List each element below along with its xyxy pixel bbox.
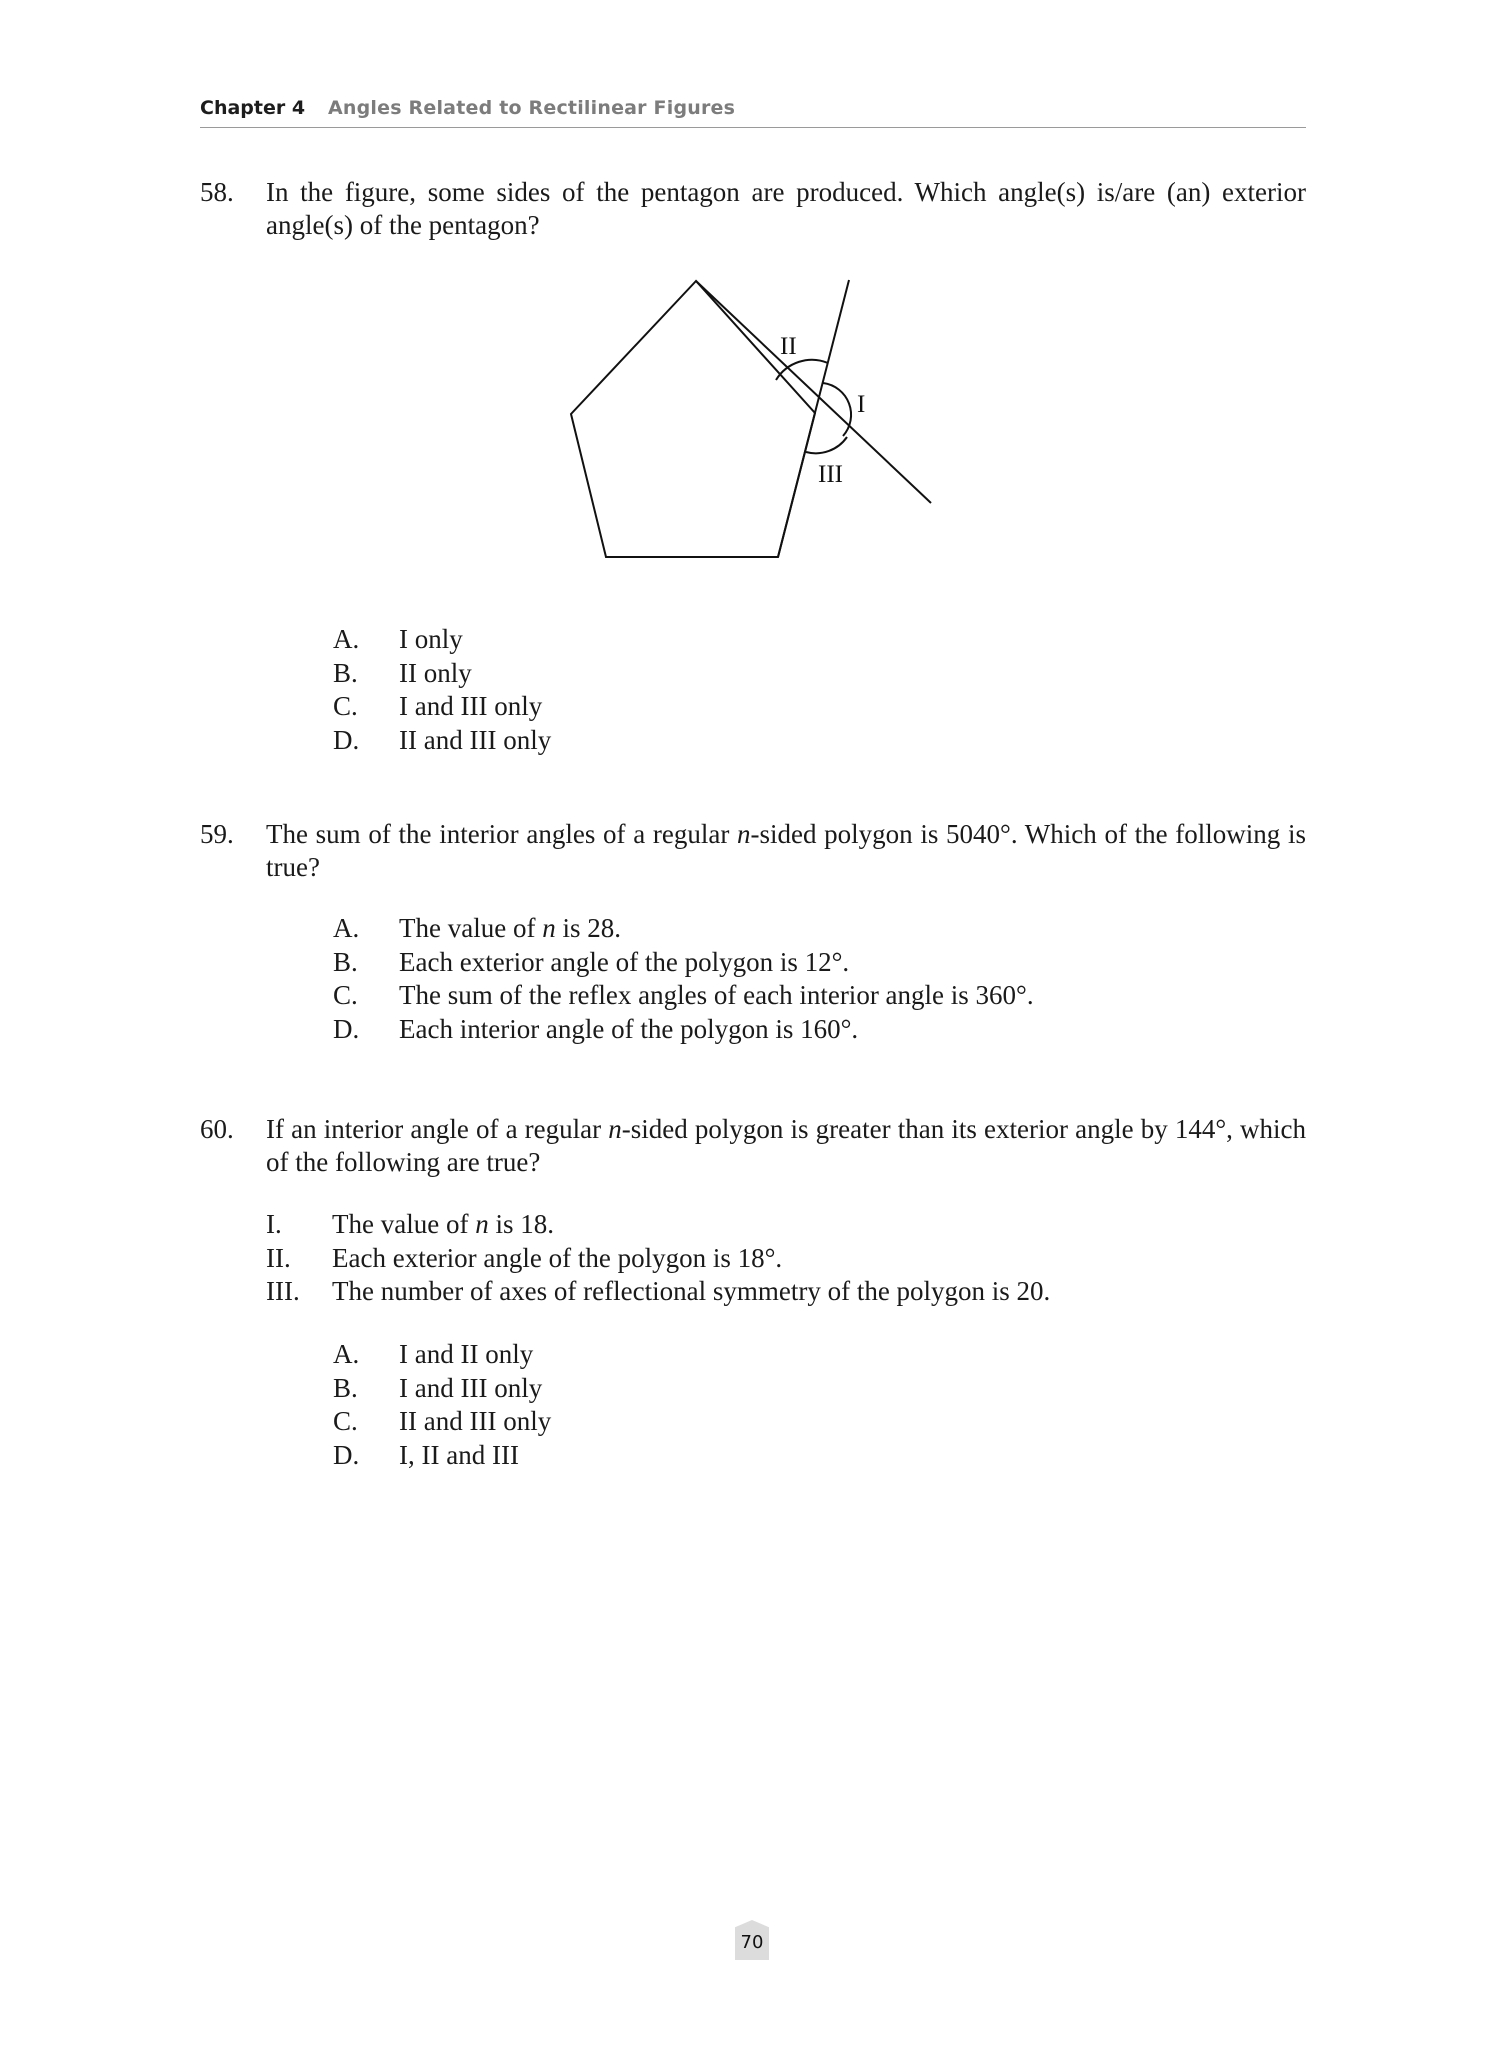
question-number: 59. bbox=[200, 819, 234, 849]
option-label: D. bbox=[333, 724, 360, 755]
pentagon-figure bbox=[560, 270, 960, 570]
text-part: The value of bbox=[399, 913, 543, 943]
statement-text: Each exterior angle of the polygon is 18°. bbox=[332, 1242, 783, 1273]
question-number: 58. bbox=[200, 177, 234, 207]
statement-text bbox=[332, 1208, 554, 1242]
angle-label-I: I bbox=[857, 391, 866, 418]
chapter-title: Angles Related to Rectilinear Figures bbox=[328, 97, 736, 119]
option-label: A. bbox=[333, 913, 360, 943]
variable-n: n bbox=[542, 913, 556, 943]
option-label: B. bbox=[333, 657, 358, 688]
variable-n: n bbox=[475, 1209, 489, 1239]
page-number: 70 bbox=[740, 1932, 764, 1953]
statement-text: The number of axes of reflectional symmetry of the polygon is 20. bbox=[332, 1276, 1051, 1306]
text-part: If an interior angle of a regular bbox=[266, 1114, 609, 1144]
statement-label: III. bbox=[266, 1276, 300, 1306]
text-part: The value of bbox=[332, 1209, 476, 1239]
produced-side-right bbox=[778, 280, 849, 557]
option-text: Each interior angle of the polygon is 160°. bbox=[399, 1013, 859, 1044]
text-part: The sum of the interior angles of a regular bbox=[266, 819, 737, 849]
variable-n: n bbox=[608, 1114, 622, 1144]
option-label: B. bbox=[333, 946, 358, 977]
option-text: I and III only bbox=[399, 1372, 543, 1403]
variable-n: n bbox=[737, 819, 751, 849]
option-label: B. bbox=[333, 1372, 358, 1403]
page-number-badge bbox=[735, 1920, 769, 1960]
option-label: A. bbox=[333, 624, 360, 654]
question-text bbox=[266, 818, 1306, 884]
option-label: C. bbox=[333, 691, 358, 721]
chapter-number: Chapter 4 bbox=[200, 97, 306, 119]
option-text: II and III only bbox=[399, 1406, 552, 1436]
text-part: -sided polygon is 5040°. Which of the following is true? bbox=[266, 819, 1306, 882]
text-part: is 18. bbox=[488, 1209, 554, 1239]
statement-label: I. bbox=[266, 1209, 282, 1239]
text-part: -sided polygon is greater than its exterior angle by 144°, which of the following are true? bbox=[266, 1114, 1306, 1177]
option-text: II only bbox=[399, 657, 472, 688]
question-text: In the figure, some sides of the pentagon are produced. Which angle(s) is/are (an) exterior angle(s) of the pentagon? bbox=[266, 177, 1306, 240]
pentagon bbox=[571, 281, 815, 557]
option-text: I and II only bbox=[399, 1339, 534, 1369]
option-text: Each exterior angle of the polygon is 12°. bbox=[399, 946, 850, 977]
option-text: The sum of the reflex angles of each interior angle is 360°. bbox=[399, 980, 1034, 1010]
angle-label-II: II bbox=[780, 333, 797, 360]
question-number: 60. bbox=[200, 1114, 234, 1144]
angle-arc-I bbox=[823, 383, 851, 436]
chapter-header bbox=[200, 97, 1306, 128]
text-part: is 28. bbox=[555, 913, 621, 943]
angle-label-III: III bbox=[818, 461, 843, 488]
option-text: II and III only bbox=[399, 724, 552, 755]
produced-side-upper bbox=[696, 281, 931, 503]
option-text bbox=[399, 912, 621, 946]
option-label: C. bbox=[333, 980, 358, 1010]
option-label: A. bbox=[333, 1339, 360, 1369]
option-text: I, II and III bbox=[399, 1439, 519, 1470]
option-label: D. bbox=[333, 1013, 360, 1044]
angle-arc-III bbox=[806, 437, 847, 453]
statement-label: II. bbox=[266, 1242, 291, 1273]
option-text: I and III only bbox=[399, 691, 543, 721]
question-text bbox=[266, 1113, 1306, 1179]
option-label: C. bbox=[333, 1406, 358, 1436]
option-label: D. bbox=[333, 1439, 360, 1470]
option-text: I only bbox=[399, 624, 463, 654]
